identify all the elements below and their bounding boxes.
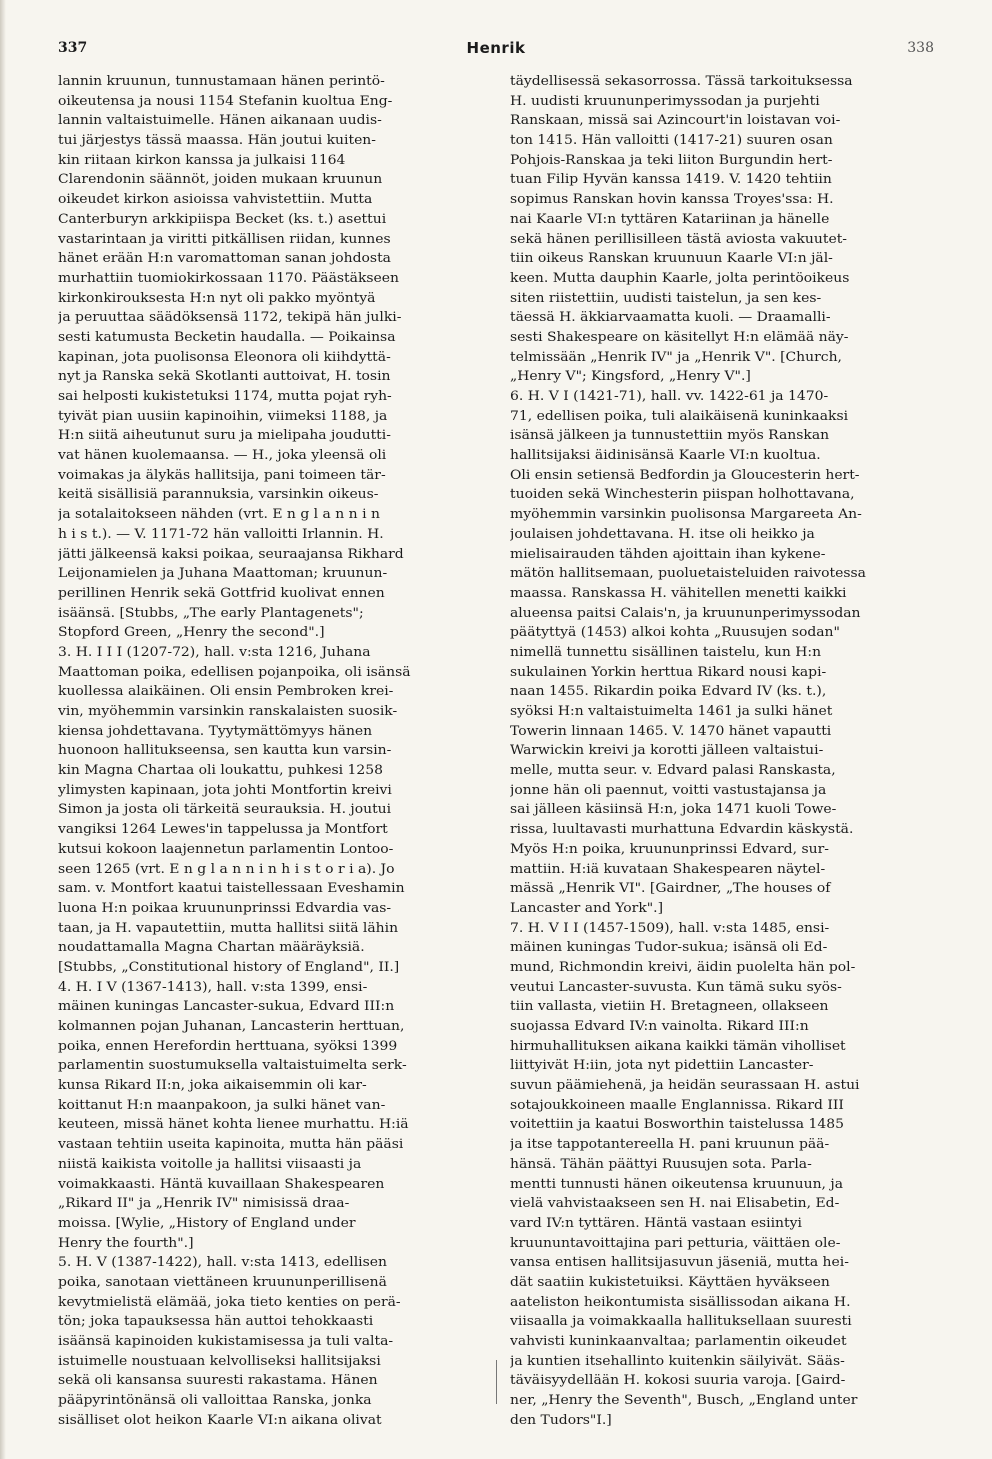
text-line: alueensa paitsi Calais'n, ja kruununperimyssodan [510,605,861,621]
text-line: melle, mutta seur. v. Edvard palasi Ranskasta, [510,763,836,779]
text-line: vastaan tehtiin useita kapinoita, mutta hän pääsi [58,1137,404,1153]
text-line: sesti katumusta Becketin haudalla. — Poikainsa [58,329,396,345]
text-line: kin riitaan kirkon kanssa ja julkaisi 1164 [58,152,346,168]
text-line: H:n siitä aiheutunut suru ja mielipaha joudutti- [58,428,391,444]
text-line: lannin valtaistuimelle. Hänen aikanaan uudis- [58,113,382,129]
text-line: viisaalla ja voimakkaalla hallituksellaan suuresti [510,1314,852,1330]
text-line: syöksi H:n valtaistuimelta 1461 ja sulki hänet [510,704,833,719]
text-line: taan, ja H. vapautettiin, mutta hallitsi siitä lähin [58,920,399,936]
text-line: mäinen kuningas Tudor-sukua; isänsä oli Ed- [510,940,828,956]
text-line: aateliston heikontumista sisällissodan aikana H. [510,1294,851,1310]
text-line: tuoiden sekä Winchesterin piispan holhottavana, [510,487,855,503]
text-line: sisälliset olot heikon Kaarle VI:n aikana olivat [58,1412,382,1428]
text-line: sekä oli kansansa suuresti rakastama. Hänen [58,1373,378,1389]
text-line: keuteen, missä hänet kohta lienee murhattu. H:iä [58,1117,409,1133]
text-line: h i s t.). — V. 1171-72 hän valloitti Irlannin. H. [58,526,384,542]
text-line: Oli ensin setiensä Bedfordin ja Gloucesterin hert- [510,467,860,483]
text-line: telmissään „Henrik IV" ja „Henrik V". [Church, [510,349,842,365]
right-column [510,72,934,1430]
text-line: ja peruuttaa säädöksensä 1172, tekipä hän julki- [58,310,402,326]
text-line: kruununtavoittajina pari petturia, väittäen ole- [510,1235,841,1251]
text-line: Lancaster and York".] [510,900,664,916]
running-title: Henrik [466,39,526,57]
text-line: kiensa johdettavana. Tyytymättömyys hänen [58,723,373,739]
text-line: Clarendonin säännöt, joiden mukaan kruunun [58,172,383,188]
text-line: nimellä tunnettu sisällinen taistelu, kun H:n [510,644,822,660]
text-line: oikeutensa ja nousi 1154 Stefanin kuoltua Eng- [58,93,393,109]
text-line: isänsä jälkeen ja tunnustettiin myös Ranskan [510,428,830,444]
text-line: moissa. [Wylie, „History of England under [58,1215,356,1231]
text-line: mattiin. H:iä kuvataan Shakespearen näytel- [510,861,826,877]
text-line: hirmuhallituksen aikana kaikki tämän viholliset [510,1038,846,1054]
page-number-right: 338 [907,40,934,56]
text-line: pääpyrintönänsä oli valloittaa Ranska, jonka [58,1393,372,1409]
text-line: sai helposti kukistetuksi 1174, mutta pojat ryh- [58,389,392,404]
text-line: isäänsä kapinoiden kukistamisessa ja tuli valta- [58,1334,394,1349]
text-line: Towerin linnaan 1465. V. 1470 hänet vapautti [510,723,832,739]
text-line: Ranskaan, missä sai Azincourt'in loistavan voi- [510,113,841,129]
text-line: den Tudors"I.] [510,1412,612,1428]
column-divider [496,1360,497,1404]
text-line: vastarintaan ja viritti pitkällisen riidan, kunnes [58,231,391,247]
text-line: kin Magna Chartaa oli loukattu, puhkesi 1258 [58,763,383,779]
text-line: tön; joka tapauksessa hän auttoi tehokkaasti [58,1314,374,1330]
text-line: sai jälleen käsiinsä H:n, joka 1471 kuoli Towe- [510,802,837,818]
text-line: sukulainen Yorkin herttua Rikard nousi kapi- [510,664,827,680]
text-line: kuollessa alaikäinen. Oli ensin Pembroken krei- [58,684,394,700]
text-line: Myös H:n poika, kruununprinssi Edvard, sur- [510,841,829,857]
text-line: Canterburyn arkkipiispa Becket (ks. t.) asettui [58,211,387,227]
text-line: vin, myöhemmin varsinkin ranskalaisten suosik- [58,704,398,719]
text-line: poika, ennen Herefordin herttuana, syöksi 1399 [58,1038,398,1054]
text-line: kirkonkirouksesta H:n nyt oli pakko myöntyä [58,290,376,306]
left-column [58,72,482,1430]
text-line: Pohjois-Ranskaa ja teki liiton Burgundin hert- [510,152,833,168]
text-line: H. uudisti kruununperimyssodan ja purjehti [510,93,820,109]
text-line: parlamentin suostumuksella valtaistuimelta serk- [58,1058,407,1074]
text-line: isäänsä. [Stubbs, „The early Plantagenets"; [58,605,364,621]
text-line: naan 1455. Rikardin poika Edvard IV (ks. t.), [510,684,827,700]
text-line: kunsa Rikard II:n, joka aikaisemmin oli kar- [58,1078,367,1094]
text-line: vansa entisen hallitsijasuvun jäseniä, mutta hei- [510,1255,849,1271]
text-line: seen 1265 (vrt. E n g l a n n i n h i s t o r i a). Jo [58,861,395,877]
text-line: vahvisti kuninkaanvaltaa; parlamentin oikeudet [510,1334,847,1349]
text-line: vat hänen kuolemaansa. — H., joka yleensä oli [58,448,387,464]
text-line: kevytmielistä elämää, joka tieto kenties on perä- [58,1294,401,1310]
text-line: jonne hän oli paennut, voitti vastustajansa ja [510,782,827,798]
text-line: suvun päämiehenä, ja heidän seurassaan H. astui [510,1078,860,1094]
text-line: jätti jälkeensä kaksi poikaa, seuraajansa Rikhard [58,546,404,562]
text-line: murhattiin tuomiokirkossaan 1170. Päästäkseen [58,270,399,286]
text-line: perillinen Henrik sekä Gottfrid kuolivat ennen [58,585,385,601]
text-line: tiin vallasta, vietiin H. Bretagneen, ollakseen [510,999,829,1015]
text-line: lannin kruunun, tunnustamaan hänen perintö- [58,74,385,89]
text-line: Warwickin kreivi ja korotti jälleen valtaistui- [510,743,824,759]
text-line: täväisyydellään H. kokosi suuria varoja. [Gaird- [510,1373,846,1389]
text-line: sopimus Ranskan hovin kanssa Troyes'ssa: H. [510,192,834,208]
text-line: tyivät pian uusiin kapinoihin, viimeksi 1188, ja [58,408,388,424]
text-line: päätyttyä (1453) alkoi kohta „Ruusujen sodan" [510,625,840,641]
text-line: 3. H. I I I (1207-72), hall. v:sta 1216, Juhana [58,644,371,660]
text-line: Stopford Green, „Henry the second".] [58,625,325,641]
text-line: voitettiin ja kaatui Bosworthin taistelussa 1485 [510,1117,844,1133]
text-line: mätön hallitsemaan, puoluetaisteluiden raivotessa [510,566,866,582]
text-line: keen. Mutta dauphin Kaarle, jolta perintöoikeus [510,270,850,286]
text-line: voimakas ja älykäs hallitsija, pani toimeen tär- [58,467,386,483]
text-line: 6. H. V I (1421-71), hall. vv. 1422-61 ja 1470- [510,389,829,404]
text-line: dät saatiin kukistetuiksi. Käyttäen hyväkseen [510,1274,830,1290]
text-line: hallitsijaksi äidinisänsä Kaarle VI:n kuoltua. [510,448,821,464]
text-line: „Henry V"; Kingsford, „Henry V".] [510,369,751,385]
text-line: sam. v. Montfort kaatui taistellessaan Eveshamin [58,881,405,897]
text-line: koittanut H:n maanpakoon, ja sulki hänet van- [58,1097,386,1113]
text-line: Leijonamielen ja Juhana Maattoman; kruunun- [58,566,388,582]
text-line: Maattoman poika, edellisen pojanpoika, oli isänsä [58,664,411,680]
text-line: Henry the fourth".] [58,1235,194,1251]
text-line: suojassa Edvard IV:n vainolta. Rikard III:n [510,1019,809,1034]
text-line: vard IV:n tyttären. Häntä vastaan esiintyi [510,1215,802,1231]
text-line: mäinen kuningas Lancaster-sukua, Edvard III:n [58,999,395,1015]
text-line: ja itse tappotantereella H. pani kruunun pää- [510,1137,830,1153]
text-line: tui järjestys tässä maassa. Hän joutui kuiten- [58,133,376,149]
text-line: kutsui kokoon laajennetun parlamentin Lontoo- [58,841,394,857]
text-line: keitä sisällisiä parannuksia, varsinkin oikeus- [58,487,379,503]
text-line: tiin oikeus Ranskan kruunuun Kaarle VI:n jäl- [510,251,833,267]
text-line: rissa, luultavasti murhattuna Edvardin käskystä. [510,822,854,838]
page-edge-shadow [0,0,6,1459]
text-line: maassa. Ranskassa H. vähitellen menetti kaikki [510,585,847,601]
text-line: ton 1415. Hän valloitti (1417-21) suuren osan [510,133,833,149]
text-line: kolmannen pojan Juhanan, Lancasterin herttuan, [58,1019,405,1034]
text-line: noudattamalla Magna Chartan määräyksiä. [58,940,365,956]
text-line: hänsä. Tähän päättyi Ruusujen sota. Parla- [510,1156,812,1172]
page-number-left: 337 [58,40,88,56]
text-line: sotajoukkoineen maalle Englannissa. Rikard III [510,1097,844,1113]
text-line: täydellisessä sekasorrossa. Tässä tarkoituksessa [510,74,853,89]
text-line: veutui Lancaster-suvusta. Kun tämä suku syös- [510,979,842,995]
text-line: 71, edellisen poika, tuli alaikäisenä kuninkaaksi [510,408,849,424]
text-line: liittyivät H:iin, jota nyt pidettiin Lancaster- [510,1058,814,1074]
text-line: „Rikard II" ja „Henrik IV" nimisissä draa- [58,1196,350,1212]
text-line: oikeudet kirkon asioissa vahvistettiin. Mutta [58,192,373,208]
text-line: mentti tunnusti hänen oikeutensa kruunuun, ja [510,1176,844,1192]
text-line: mielisairauden tähden ajoittain ihan kykene- [510,546,826,562]
text-line: mund, Richmondin kreivi, äidin puolelta hän pol- [510,959,856,975]
text-line: ja kuntien itsehallinto kuitenkin säilyivät. Sääs- [510,1353,845,1369]
text-line: istuimelle noustuaan kelvolliseksi hallitsijaksi [58,1353,381,1369]
page-header [58,40,934,62]
text-line: ner, „Henry the Seventh", Busch, „England unter [510,1393,858,1409]
text-line: luona H:n poikaa kruununprinssi Edvardia vas- [58,900,392,916]
text-line: mässä „Henrik VI". [Gairdner, „The houses of [510,881,831,897]
text-line: 5. H. V (1387-1422), hall. v:sta 1413, edellisen [58,1255,387,1271]
text-line: poika, sanotaan viettäneen kruununperillisenä [58,1274,387,1290]
text-line: ja sotalaitokseen nähden (vrt. E n g l a n n i n [58,507,380,523]
text-line: nyt ja Ranska sekä Skotlanti auttoivat, H. tosin [58,369,391,385]
text-line: 7. H. V I I (1457-1509), hall. v:sta 1485, ensi- [510,920,830,936]
text-line: vangiksi 1264 Lewes'in tappelussa ja Montfort [58,822,388,838]
text-line: hänet erään H:n varomattoman sanan johdosta [58,251,391,267]
text-line: huonoon hallitukseensa, sen kautta kun varsin- [58,743,392,759]
text-line: vielä vahvistaakseen sen H. nai Elisabetin, Ed- [510,1196,840,1212]
text-line: ylimysten kapinaan, jota johti Montfortin kreivi [58,782,392,798]
text-line: sekä hänen perillisilleen tästä aviosta vakuutet- [510,231,847,247]
text-line: nai Kaarle VI:n tyttären Katariinan ja hänelle [510,211,830,227]
text-line: niistä kaikista voitolle ja hallitsi viisaasti ja [58,1156,362,1172]
text-line: voimakkaasti. Häntä kuvaillaan Shakespearen [58,1176,385,1192]
text-line: Simon ja josta oli tärkeitä seurauksia. H. joutui [58,802,392,818]
text-line: sesti Shakespeare on käsitellyt H:n elämää näy- [510,329,849,345]
text-line: joulaisen johdettavana. H. itse oli heikko ja [510,526,815,542]
text-line: [Stubbs, „Constitutional history of England", II.] [58,959,400,975]
text-line: siten riistettiin, uudisti taistelun, ja sen kes- [510,290,822,306]
text-line: tuan Filip Hyvän kanssa 1419. V. 1420 tehtiin [510,172,832,188]
text-line: kapinan, jota puolisonsa Eleonora oli kiihdyttä- [58,349,391,365]
text-line: täessä H. äkkiarvaamatta kuoli. — Draamalli- [510,310,831,326]
text-line: myöhemmin varsinkin puolisonsa Margareeta An- [510,507,862,523]
text-line: 4. H. I V (1367-1413), hall. v:sta 1399, ensi- [58,979,368,995]
